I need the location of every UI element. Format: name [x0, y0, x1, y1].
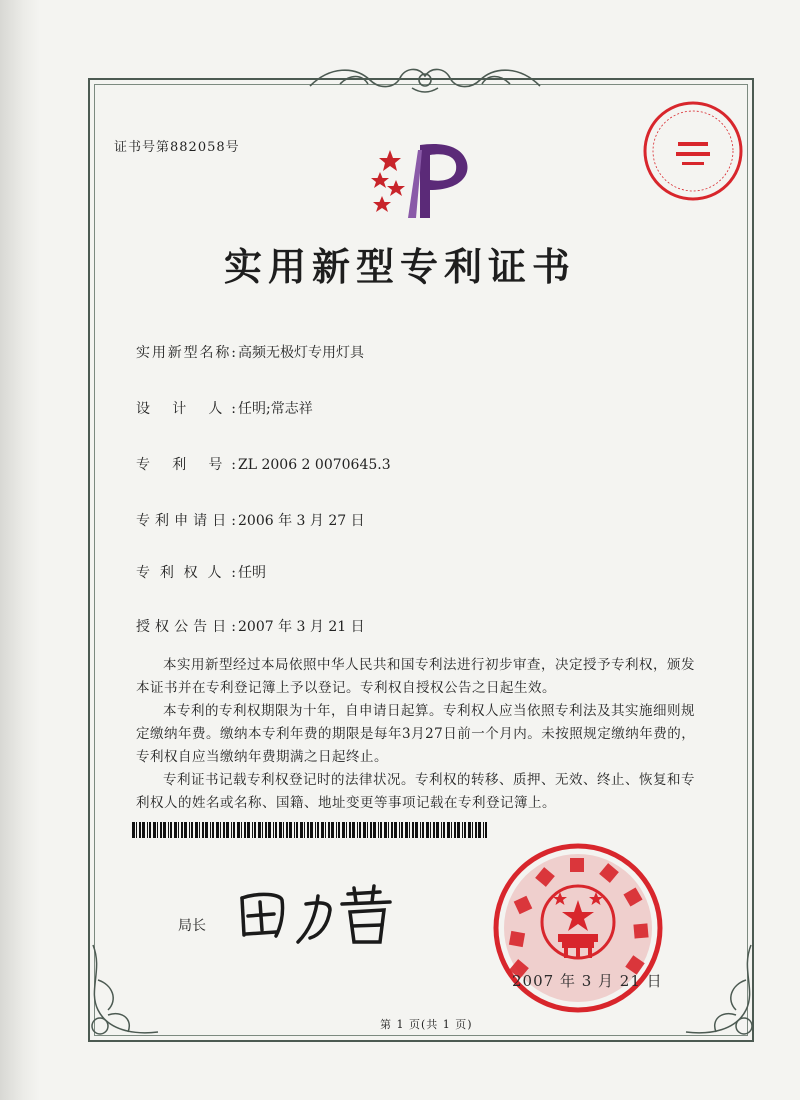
barcode-bar [380, 822, 382, 838]
barcode-bar [328, 822, 330, 838]
barcode-bar [357, 822, 358, 838]
barcode-bar [168, 822, 169, 838]
barcode-bar [226, 822, 229, 838]
barcode [132, 822, 490, 838]
barcode-bar [462, 822, 463, 838]
field-value: ZL 2006 2 0070645.3 [238, 457, 391, 473]
barcode-bar [181, 822, 183, 838]
barcode-bar [247, 822, 250, 838]
barcode-bar [457, 822, 460, 838]
barcode-bar [142, 822, 145, 838]
barcode-bar [233, 822, 235, 838]
barcode-bar [189, 822, 190, 838]
barcode-bar [405, 822, 408, 838]
bottom-left-ornament [78, 940, 168, 1050]
barcode-bar [273, 822, 274, 838]
barcode-bar [478, 822, 481, 838]
field-label: 专利申请日: [136, 513, 236, 529]
barcode-bar [373, 822, 376, 838]
barcode-bar [258, 822, 261, 838]
barcode-bar [412, 822, 414, 838]
barcode-bar [420, 822, 421, 838]
barcode-bar [384, 822, 387, 838]
barcode-bar [286, 822, 288, 838]
body-paragraph: 专利证书记载专利权登记时的法律状况。专利权的转移、质押、无效、终止、恢复和专利权人的姓名或名称、国籍、地址变更等事项记载在专利登记簿上。 [136, 772, 695, 811]
barcode-bar [464, 822, 466, 838]
barcode-bar [399, 822, 400, 838]
field-application-date [136, 510, 365, 530]
field-patent-number [136, 454, 391, 474]
barcode-bar [454, 822, 456, 838]
director-label: 局长 [178, 918, 206, 934]
page-number: 第 1 页(共 1 页) [380, 1018, 473, 1031]
field-patentee [136, 562, 266, 582]
barcode-bar [289, 822, 292, 838]
barcode-bar [468, 822, 471, 838]
body-paragraph: 本实用新型经过本局依照中华人民共和国专利法进行初步审查，决定授予专利权，颁发本证书并在专利登记簿上予以登记。专利权自授权公告之日起生效。 [136, 657, 695, 696]
field-value: 任明 [238, 565, 266, 581]
barcode-bar [254, 822, 256, 838]
barcode-bar [199, 822, 200, 838]
barcode-bar [178, 822, 179, 838]
barcode-bar [367, 822, 368, 838]
barcode-bar [352, 822, 355, 838]
barcode-bar [394, 822, 397, 838]
barcode-bar [472, 822, 473, 838]
barcode-bar [363, 822, 366, 838]
barcode-bar [300, 822, 303, 838]
certificate-body [136, 654, 700, 815]
barcode-bar [436, 822, 439, 838]
barcode-bar [370, 822, 372, 838]
barcode-bar [205, 822, 208, 838]
barcode-bar [483, 822, 484, 838]
barcode-bar [441, 822, 442, 838]
barcode-bar [304, 822, 305, 838]
barcode-bar [202, 822, 204, 838]
barcode-bar [163, 822, 166, 838]
body-paragraph: 本专利的专利权期限为十年，自申请日起算。专利权人应当依照专利法及其实施细则规定缴纳年费。缴纳本专利年费的期限是每年3月27日前一个月内。未按照规定缴纳年费的，专利权自应当缴纳年费期满之日起终止。 [136, 703, 696, 765]
barcode-bar [262, 822, 263, 838]
barcode-bar [426, 822, 429, 838]
barcode-bar [336, 822, 337, 838]
field-label: 实用新型名称: [136, 345, 236, 361]
barcode-bar [147, 822, 148, 838]
barcode-bar [268, 822, 271, 838]
barcode-bar [321, 822, 324, 838]
field-designer [136, 398, 313, 418]
barcode-bar [237, 822, 240, 838]
patent-office-logo-icon [360, 130, 480, 225]
certificate-number: 证书号第882058号 [114, 140, 240, 155]
top-ornament [300, 58, 550, 98]
barcode-bar [331, 822, 334, 838]
paper-shade [0, 0, 40, 1100]
barcode-bar [317, 822, 319, 838]
barcode-bar [391, 822, 393, 838]
field-value: 任明;常志祥 [238, 401, 313, 417]
barcode-bar [252, 822, 253, 838]
barcode-bar [346, 822, 347, 838]
barcode-bar [378, 822, 379, 838]
barcode-bar [132, 822, 135, 838]
barcode-bar [210, 822, 211, 838]
barcode-bar [139, 822, 141, 838]
barcode-bar [296, 822, 298, 838]
barcode-bar [359, 822, 361, 838]
barcode-bar [195, 822, 198, 838]
barcode-bar [430, 822, 431, 838]
barcode-bar [174, 822, 177, 838]
field-label: 设 计 人: [136, 401, 236, 417]
barcode-bar [170, 822, 172, 838]
field-label: 授权公告日: [136, 619, 236, 635]
barcode-bar [447, 822, 450, 838]
barcode-bar [231, 822, 232, 838]
barcode-bar [485, 822, 487, 838]
field-label: 专 利 号: [136, 457, 236, 473]
barcode-bar [433, 822, 435, 838]
barcode-bar [388, 822, 389, 838]
field-utility-model-name [136, 342, 364, 362]
barcode-bar [275, 822, 277, 838]
field-label: 专利权人: [136, 565, 236, 581]
barcode-bar [475, 822, 477, 838]
agency-seal [638, 96, 748, 206]
field-value: 高频无极灯专用灯具 [238, 345, 364, 361]
barcode-bar [212, 822, 214, 838]
barcode-bar [265, 822, 267, 838]
barcode-bar [401, 822, 403, 838]
barcode-bar [325, 822, 326, 838]
barcode-bar [216, 822, 219, 838]
field-value: 2006 年 3 月 27 日 [238, 513, 365, 529]
barcode-bar [279, 822, 282, 838]
barcode-bar [160, 822, 162, 838]
issue-date: 2007 年 3 月 21 日 [512, 972, 663, 990]
bottom-right-ornament [676, 940, 766, 1050]
barcode-bar [191, 822, 193, 838]
barcode-bar [244, 822, 246, 838]
barcode-bar [338, 822, 340, 838]
certificate-title: 实用新型专利证书 [223, 245, 576, 289]
barcode-bar [153, 822, 156, 838]
field-grant-date [136, 616, 365, 636]
barcode-bar [223, 822, 225, 838]
barcode-bar [149, 822, 151, 838]
barcode-bar [422, 822, 424, 838]
barcode-bar [157, 822, 158, 838]
field-value: 2007 年 3 月 21 日 [238, 619, 365, 635]
barcode-bar [451, 822, 452, 838]
barcode-bar [283, 822, 284, 838]
barcode-bar [315, 822, 316, 838]
barcode-bar [307, 822, 309, 838]
barcode-bar [220, 822, 221, 838]
barcode-bar [415, 822, 418, 838]
barcode-bar [184, 822, 187, 838]
barcode-bar [310, 822, 313, 838]
barcode-bar [342, 822, 345, 838]
barcode-bar [443, 822, 445, 838]
director-signature [230, 880, 410, 950]
barcode-bar [409, 822, 410, 838]
barcode-bar [241, 822, 242, 838]
barcode-bar [136, 822, 137, 838]
barcode-bar [349, 822, 351, 838]
barcode-bar [294, 822, 295, 838]
